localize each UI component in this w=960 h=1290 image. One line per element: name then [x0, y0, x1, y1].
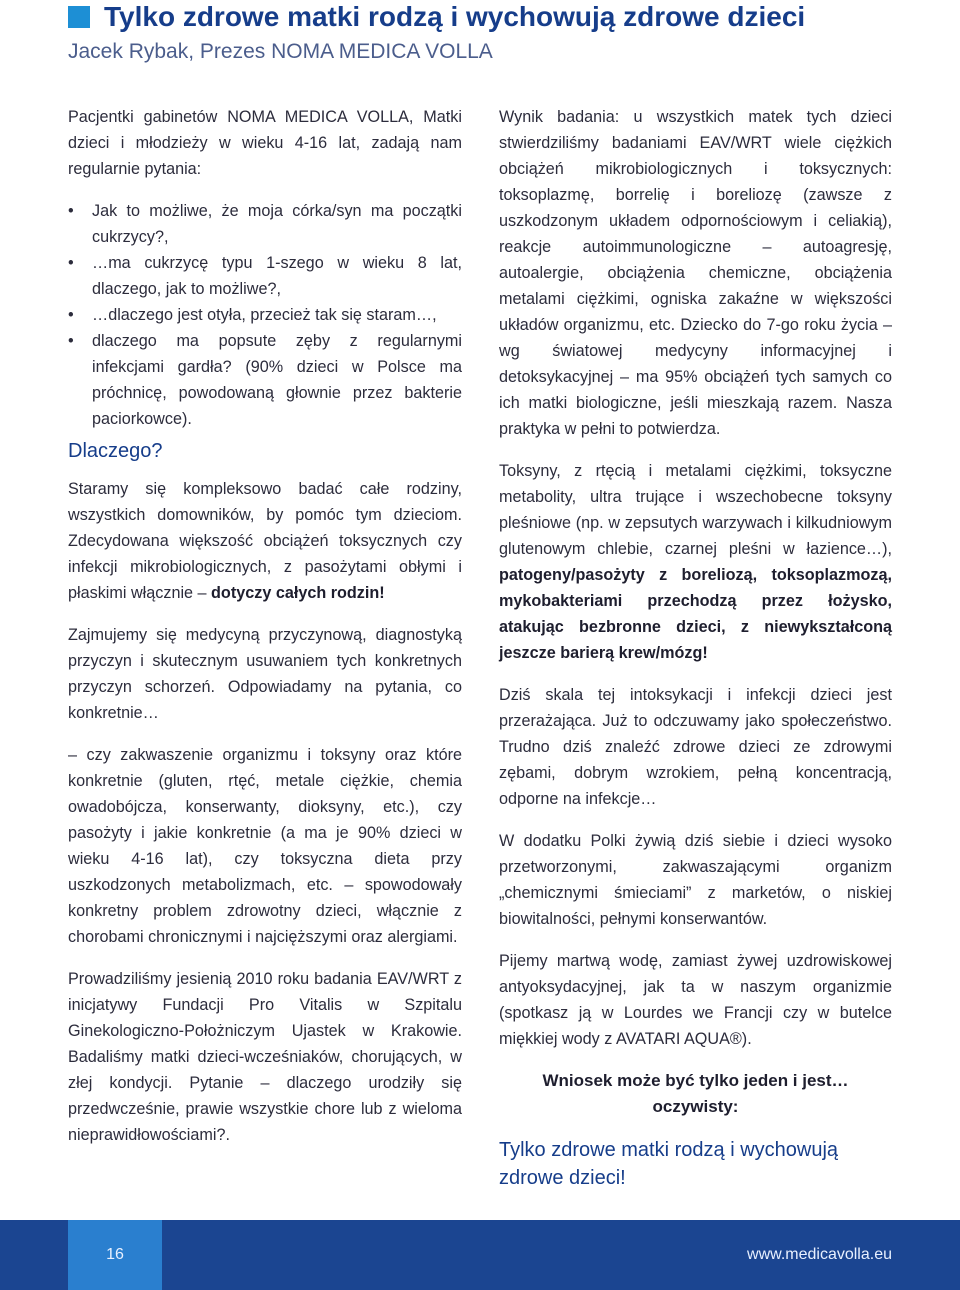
list-item: • dlaczego ma popsute zęby z regularnymi infekcjami gardła? (90% dzieci w Polsce ma próchnicę, powodowaną głownie przez bakterie paciorkowce). — [92, 328, 462, 432]
list-item: • …ma cukrzycę typu 1-szego w wieku 8 lat, dlaczego, jak to możliwe?, — [92, 250, 462, 302]
paragraph: Pijemy martwą wodę, zamiast żywej uzdrowiskowej antyoksydacyjnej, jak ta w naszym organizmie (spotkasz ją w Lourdes we Francji czy w butelce miękkiej wody z AVATARI AQUA®). — [499, 952, 892, 1048]
paragraph-emphasis: patogeny/pasożyty z boreliozą, toksoplazmozą, mykobakteriami przechodzą przez łożysko, atakując bezbronne dzieci, z niewykształconą jeszcze barierą krew/mózg! — [499, 566, 892, 662]
title-row — [68, 0, 805, 34]
conclusion: Wniosek może być tylko jeden i jest… oczywisty: — [542, 1071, 849, 1116]
footer — [0, 1220, 960, 1290]
closing-statement: Tylko zdrowe matki rodzą i wychowują zdrowe dzieci! — [499, 1139, 839, 1189]
paragraph: Dziś skala tej intoksykacji i infekcji dzieci jest przerażająca. Już to odczuwamy jako społeczeństwo. Trudno dziś znaleźć zdrowe dzieci ze zdrowymi zębami, dobrym wzrokiem, pełną koncentracją, odporne na infekcje… — [499, 686, 892, 808]
question-list — [68, 198, 462, 432]
paragraph: W dodatku Polki żywią dziś siebie i dzieci wysoko przetworzonymi, zakwaszającymi organizm „chemicznymi śmieciami” z marketów, o niskiej biowitalności, pełnymi konserwantów. — [499, 832, 892, 928]
paragraph-emphasis: dotyczy całych rodzin! — [211, 584, 385, 602]
section-heading: Dlaczego? — [68, 440, 163, 462]
author-line: Jacek Rybak, Prezes NOMA MEDICA VOLLA — [68, 40, 493, 63]
paragraph-text: Toksyny, z rtęcią i metalami ciężkimi, toksyczne metabolity, ultra trujące i wszechobecne toksyny pleśniowe (np. w zepsutych warzywach i kilkudniowym glutenowym chlebie, czarnej pleśni w łazience…), — [499, 462, 892, 558]
paragraph — [499, 458, 892, 666]
paragraph: Prowadziliśmy jesienią 2010 roku badania EAV/WRT z inicjatywy Fundacji Pro Vitalis w Szpitalu Ginekologiczno-Położniczym Ujastek w Krakowie. Badaliśmy matki dzieci-wcześniaków, chorujących, w złej kondycji. Pytanie – dlaczego urodziły się przedwcześnie, prawie wszystkie chore lub z wieloma nieprawidłowościami?. — [68, 970, 462, 1144]
footer-link[interactable]: www.medicavolla.eu — [747, 1246, 892, 1263]
list-item: • …dlaczego jest otyła, przecież tak się staram…, — [92, 302, 462, 328]
page-title: Tylko zdrowe matki rodzą i wychowują zdrowe dzieci — [104, 1, 806, 32]
intro-paragraph: Pacjentki gabinetów NOMA MEDICA VOLLA, Matki dzieci i młodzieży w wieku 4-16 lat, zadają nam regularnie pytania: — [68, 108, 462, 178]
left-column — [68, 104, 462, 1164]
title-square-icon — [68, 6, 90, 28]
paragraph — [68, 476, 462, 606]
paragraph: Zajmujemy się medycyną przyczynową, diagnostyką przyczyn i skutecznym usuwaniem tych konkretnych przyczyn schorzeń. Odpowiadamy na pytania, co konkretnie… — [68, 626, 462, 722]
paragraph: – czy zakwaszenie organizmu i toksyny oraz które konkretnie (gluten, rtęć, metale ciężkie, chemia owadobójcza, konserwanty, dioksyny, etc.), czy pasożyty i jakie konkretnie (a ma je 90% dzieci w wieku 4-16 lat), czy toksyczna dieta przy uszkodzonych metabolizmach, etc. – spowodowały konkretny problem zdrowotny dzieci, włącznie z chorobami chronicznymi i najcięższymi oraz alergiami. — [68, 746, 462, 946]
right-column — [499, 104, 892, 1208]
page-number: 16 — [68, 1220, 162, 1290]
paragraph-text: Staramy się kompleksowo badać całe rodziny, wszystkich domowników, by pomóc tym dzieciom. Zdecydowana większość obciążeń toksycznych czy infekcji mikrobiologicznych, z pasożytami obłymi i płaskimi włącznie – — [68, 480, 462, 602]
paragraph: Wynik badania: u wszystkich matek tych dzieci stwierdziliśmy badaniami EAV/WRT wiele ciężkich obciążeń mikrobiologicznych i toksycznych: toksoplazmę, borrelię i boreliozę (zawsze z uszkodzonym układem odpornościowym i celiakią), reakcje autoimmunologiczne – autoagresję, autoalergie, obciążenia chemiczne, obciążenia metalami ciężkimi, ogniska zakaźne w większości układów organizmu, etc. Dziecko do 7-go roku życia – wg światowej medycyny informacyjnej i detoksykacyjnej – ma 95% obciążeń tych samych co ich matki biologiczne, jeśli mieszkają razem. Nasza praktyka w pełni to potwierdza. — [499, 108, 892, 438]
list-item: • Jak to możliwe, że moja córka/syn ma początki cukrzycy?, — [92, 198, 462, 250]
